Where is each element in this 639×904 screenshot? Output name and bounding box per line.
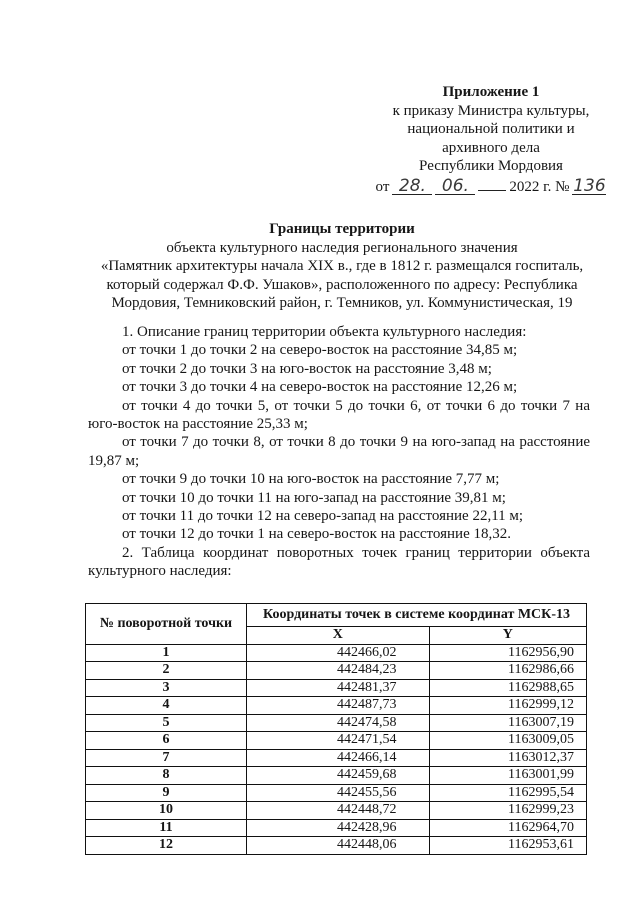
y-coordinate-cell: 1162999,12 [429,697,586,715]
date-blank-line [478,176,506,191]
point-number-cell: 7 [86,749,247,767]
x-coordinate-cell: 442471,54 [247,732,430,750]
table-row [86,784,587,802]
point-number-cell: 5 [86,714,247,732]
header-coordinates: Координаты точек в системе координат МСК-13 [247,604,587,627]
date-month-handwritten: 06. [435,178,475,195]
header-y: Y [429,627,586,645]
coordinates-table [85,603,587,855]
y-coordinate-cell: 1162986,66 [429,662,586,680]
x-coordinate-cell: 442459,68 [247,767,430,785]
point-number-cell: 8 [86,767,247,785]
x-coordinate-cell: 442466,14 [247,749,430,767]
point-number-cell: 6 [86,732,247,750]
appendix-line: национальной политики и [407,121,575,137]
y-coordinate-cell: 1162988,65 [429,679,586,697]
title-line: который содержал Ф.Ф. Ушаков», расположенного по адресу: Республика [106,276,578,293]
x-coordinate-cell: 442466,02 [247,644,430,662]
x-coordinate-cell: 442474,58 [247,714,430,732]
x-coordinate-cell: 442484,23 [247,662,430,680]
body-text [88,323,590,581]
paragraph: от точки 4 до точки 5, от точки 5 до точки 6, от точки 6 до точки 7 на юго-восток на расстояние 25,33 м; [88,397,590,433]
table-row [86,767,587,785]
x-coordinate-cell: 442481,37 [247,679,430,697]
appendix-line: к приказу Министра культуры, [392,102,590,119]
table-row [86,697,587,715]
appendix-header [360,83,622,196]
point-number-cell: 12 [86,837,247,855]
appendix-title: Приложение 1 [442,84,540,100]
title-line: Мордовия, Темниковский район, г. Темников, ул. Коммунистическая, 19 [111,295,573,311]
paragraph: от точки 11 до точки 12 на северо-запад на расстояние 22,11 м; [122,508,524,525]
table-row [86,749,587,767]
point-number-cell: 9 [86,784,247,802]
paragraph: от точки 12 до точки 1 на северо-восток на расстояние 18,32. [122,526,511,543]
y-coordinate-cell: 1162956,90 [429,644,586,662]
appendix-line: Республики Мордовия [419,158,563,174]
header-x: X [247,627,430,645]
header-point-number: № поворотной точки [86,604,247,645]
coordinates-table-wrap [85,603,587,855]
x-coordinate-cell: 442487,73 [247,697,430,715]
date-year-label: 2022 г. № [509,178,570,195]
y-coordinate-cell: 1163009,05 [429,732,586,750]
point-number-cell: 3 [86,679,247,697]
point-number-cell: 4 [86,697,247,715]
y-coordinate-cell: 1162999,23 [429,802,586,820]
table-row [86,679,587,697]
title-main: Границы территории [269,221,415,237]
table-row [86,644,587,662]
table-row [86,662,587,680]
date-prefix: от [375,178,390,195]
x-coordinate-cell: 442448,72 [247,802,430,820]
x-coordinate-cell: 442455,56 [247,784,430,802]
table-row [86,714,587,732]
title-line: «Памятник архитектуры начала XIX в., где в 1812 г. размещался госпиталь, [100,258,584,274]
paragraph: от точки 10 до точки 11 на юго-запад на расстояние 39,81 м; [122,489,506,506]
table-row [86,802,587,820]
paragraph: от точки 3 до точки 4 на северо-восток на расстояние 12,26 м; [122,379,518,396]
doc-number-handwritten: 136 [573,175,606,196]
paragraph: от точки 1 до точки 2 на северо-восток на расстояние 34,85 м; [122,342,518,359]
y-coordinate-cell: 1163007,19 [429,714,586,732]
paragraph: от точки 7 до точки 8, от точки 8 до точки 9 на юго-запад на расстояние 19,87 м; [88,434,590,469]
x-coordinate-cell: 442448,06 [247,837,430,855]
appendix-line: архивного дела [442,139,540,156]
y-coordinate-cell: 1162953,61 [429,837,586,855]
x-coordinate-cell: 442428,96 [247,819,430,837]
document-title [72,220,612,313]
paragraph: от точки 2 до точки 3 на юго-восток на расстояние 3,48 м; [122,360,492,377]
point-number-cell: 10 [86,802,247,820]
paragraph: 1. Описание границ территории объекта культурного наследия: [122,324,527,340]
y-coordinate-cell: 1163012,37 [429,749,586,767]
table-row [86,732,587,750]
y-coordinate-cell: 1163001,99 [429,767,586,785]
title-line: объекта культурного наследия регионального значения [166,239,518,256]
date-day-handwritten: 28. [392,178,432,195]
table-row [86,837,587,855]
y-coordinate-cell: 1162964,70 [429,819,586,837]
y-coordinate-cell: 1162995,54 [429,784,586,802]
paragraph: от точки 9 до точки 10 на юго-восток на расстояние 7,77 м; [122,471,500,488]
order-date-line [360,176,622,197]
point-number-cell: 11 [86,819,247,837]
point-number-cell: 2 [86,662,247,680]
paragraph: 2. Таблица координат поворотных точек границ территории объекта культурного наследия: [88,544,590,580]
table-row [86,819,587,837]
point-number-cell: 1 [86,644,247,662]
